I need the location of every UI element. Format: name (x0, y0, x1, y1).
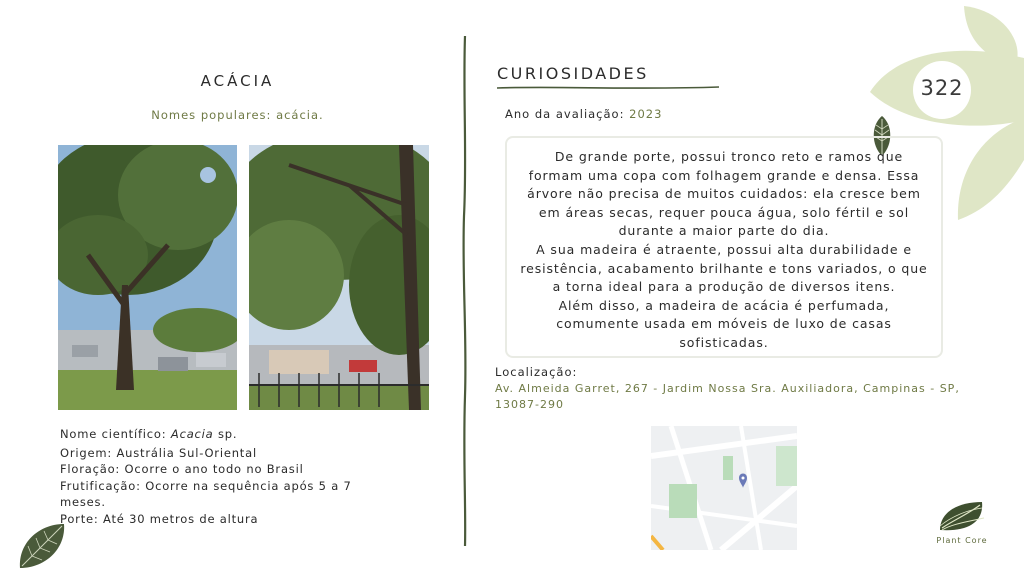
location-label: Localização: (495, 365, 578, 379)
scientific-label: Nome científico: (60, 427, 167, 441)
title-underline (497, 84, 719, 92)
flowering: Floração: Ocorre o ano todo no Brasil (60, 462, 304, 476)
location-address: Av. Almeida Garret, 267 - Jardim Nossa Sra. Auxiliadora, Campinas - SP, 13087-290 (495, 382, 960, 411)
page-number: 322 (920, 76, 964, 100)
scientific-name: Acacia (170, 427, 214, 441)
vertical-divider (459, 36, 471, 546)
plant-name: ACÁCIA (200, 72, 275, 90)
curiosities-box (505, 136, 943, 358)
scientific-suffix: sp. (213, 427, 238, 441)
evaluation-year (505, 107, 662, 121)
year-label: Ano da avaliação: (505, 107, 625, 121)
size: Porte: Até 30 metros de altura (60, 511, 259, 526)
leaf-icon (16, 520, 68, 572)
fruiting: Frutificação: Ocorre na sequência após 5 a 7 meses. (60, 478, 352, 509)
origin: Origem: Austrália Sul-Oriental (60, 445, 257, 460)
scientific-name-line (60, 426, 400, 443)
plant-facts (60, 426, 400, 527)
curiosities-title: CURIOSIDADES (497, 64, 649, 83)
tree-photo-1 (58, 145, 237, 410)
brand-name: Plant Core (936, 536, 988, 545)
location-map[interactable] (651, 426, 797, 550)
tree-photo-2 (249, 145, 429, 410)
leaf-icon (958, 118, 1024, 220)
curiosity-paragraph: De grande porte, possui tronco reto e ramos que formam uma copa com folhagem grande e densa. Essa árvore não precisa de muitos cuidados: ela cresce bem em áreas secas, requer pouca água, solo fértil e sol durante a maior parte do dia. (527, 149, 921, 239)
popular-names: Nomes populares: acácia. (151, 108, 324, 122)
curiosity-paragraph: A sua madeira é atraente, possui alta durabilidade e resistência, acabamento brilhante e tons variados, o que a torna ideal para a produção de diversos itens. (520, 241, 928, 295)
curiosity-paragraph: Além disso, a madeira de acácia é perfumada, comumente usada em móveis de luxo de casas sofisticadas. (556, 297, 892, 350)
year-value: 2023 (629, 107, 663, 121)
